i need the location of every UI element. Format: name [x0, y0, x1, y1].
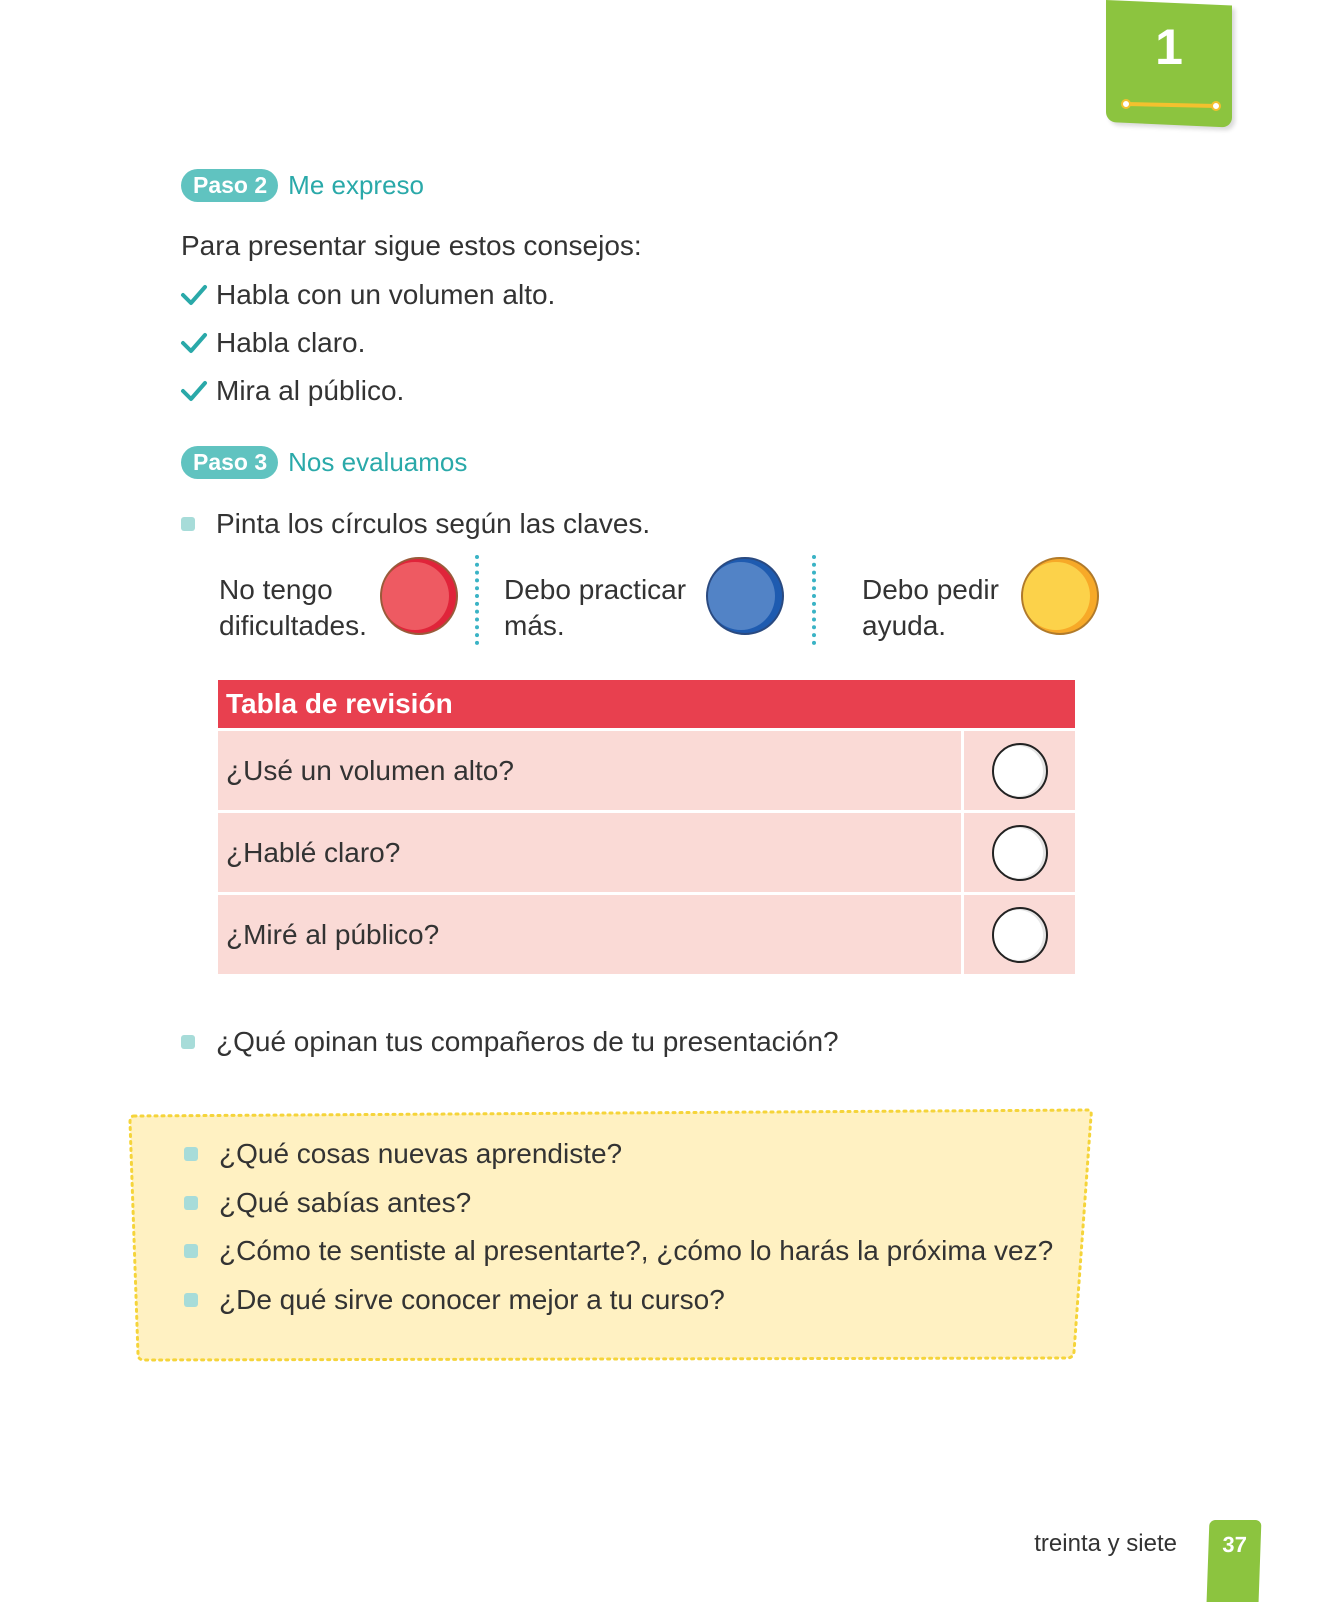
- table-question: ¿Hablé claro?: [218, 813, 961, 892]
- table-answer-cell: [964, 895, 1075, 974]
- peer-question-row: [181, 1026, 839, 1058]
- tip-text: Habla claro.: [216, 327, 366, 358]
- key-label-help: [862, 572, 999, 644]
- step3-badge: Paso 3: [181, 446, 278, 479]
- list-item-text: ¿De qué sirve conocer mejor a tu curso?: [219, 1283, 725, 1315]
- step2-title: Me expreso: [288, 170, 424, 200]
- key-label-line: más.: [504, 610, 565, 641]
- empty-circle-icon[interactable]: [991, 824, 1049, 882]
- unit-tab-line-icon: [1120, 98, 1222, 112]
- table-row: [218, 895, 1075, 974]
- key-label-line: dificultades.: [219, 610, 367, 641]
- check-icon: [180, 331, 208, 355]
- list-item-text: ¿Qué cosas nuevas aprendiste?: [219, 1138, 623, 1170]
- step2-header: [181, 169, 424, 202]
- reflection-box: [126, 1108, 1094, 1364]
- table-answer-cell: [964, 731, 1075, 810]
- peer-question-text: ¿Qué opinan tus compañeros de tu presentación?: [216, 1026, 839, 1057]
- tip-item: [180, 375, 404, 407]
- review-table: [218, 680, 1075, 974]
- empty-circle-icon[interactable]: [991, 906, 1049, 964]
- unit-tab: [1106, 0, 1236, 128]
- blue-circle-icon: [705, 556, 785, 636]
- reflection-list: [184, 1130, 1053, 1324]
- key-label-line: Debo practicar: [504, 574, 687, 605]
- bullet-icon: [184, 1293, 198, 1307]
- table-row: [218, 813, 1075, 892]
- table-row: [218, 731, 1075, 810]
- step3-title: Nos evaluamos: [288, 447, 468, 477]
- bullet-icon: [181, 517, 195, 531]
- table-answer-cell: [964, 813, 1075, 892]
- list-item-text: ¿Qué sabías antes?: [219, 1186, 472, 1218]
- bullet-icon: [184, 1147, 198, 1161]
- tip-text: Habla con un volumen alto.: [216, 279, 556, 310]
- unit-number: 1: [1155, 19, 1183, 75]
- tip-item: [180, 279, 555, 311]
- table-question: ¿Usé un volumen alto?: [218, 731, 961, 810]
- instruction-row: [181, 508, 650, 540]
- review-table-title: Tabla de revisión: [218, 680, 1075, 728]
- key-label-line: ayuda.: [862, 610, 947, 641]
- empty-circle-icon[interactable]: [991, 742, 1049, 800]
- page-number-words: treinta y siete: [1034, 1530, 1177, 1557]
- list-item: [184, 1276, 1053, 1325]
- yellow-circle-icon: [1020, 556, 1100, 636]
- check-icon: [180, 283, 208, 307]
- step2-intro: Para presentar sigue estos consejos:: [181, 230, 642, 261]
- key-label-line: Debo pedir: [862, 574, 999, 605]
- bullet-icon: [181, 1035, 195, 1049]
- step2-badge: Paso 2: [181, 169, 278, 202]
- list-item: [184, 1227, 1053, 1276]
- instruction-text: Pinta los círculos según las claves.: [216, 508, 651, 539]
- key-label-line: No tengo: [219, 574, 333, 605]
- key-label-easy: [219, 572, 367, 644]
- red-circle-icon: [379, 556, 459, 636]
- tip-text: Mira al público.: [216, 375, 405, 406]
- page-number: 37: [1207, 1520, 1262, 1602]
- list-item: [184, 1130, 1053, 1179]
- bullet-icon: [184, 1244, 198, 1258]
- bullet-icon: [184, 1196, 198, 1210]
- key-label-practice: [504, 572, 686, 644]
- list-item-text: ¿Cómo te sentiste al presentarte?, ¿cómo lo harás la próxima vez?: [219, 1235, 1054, 1267]
- list-item: [184, 1179, 1053, 1228]
- table-question: ¿Miré al público?: [218, 895, 961, 974]
- step3-header: [181, 446, 467, 479]
- check-icon: [180, 379, 208, 403]
- tip-item: [180, 327, 365, 359]
- key-divider: [812, 555, 816, 645]
- key-divider: [475, 555, 479, 645]
